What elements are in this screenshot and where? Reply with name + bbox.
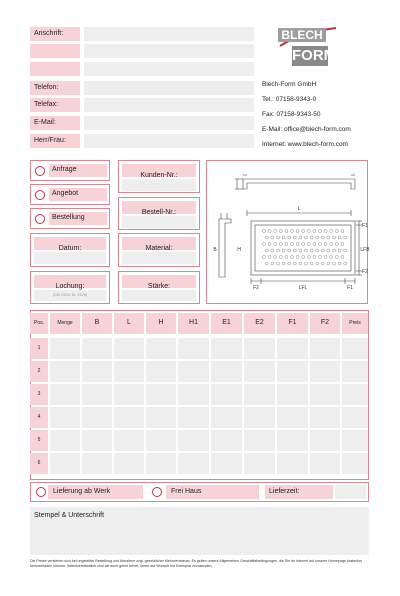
table-cell-input[interactable] [114, 430, 144, 451]
telefon-input[interactable] [84, 81, 254, 95]
perforation-hole [327, 236, 330, 239]
table-cell-input[interactable] [244, 453, 275, 474]
table-header-cell: L [114, 313, 144, 334]
table-cell-input[interactable] [277, 384, 308, 405]
perforation-hole [291, 256, 294, 259]
table-cell-input[interactable] [277, 407, 308, 428]
perforation-hole [316, 236, 319, 239]
herr-frau-label-box: Herr/Frau: [30, 134, 80, 148]
perforation-hole [282, 236, 285, 239]
frei-haus-option[interactable]: Frei Haus [166, 485, 259, 499]
table-header-cell: H [146, 313, 176, 334]
perforation-hole [341, 256, 344, 259]
perforation-hole [263, 243, 266, 246]
perforation-hole [279, 256, 282, 259]
frei-haus-radio[interactable] [152, 487, 162, 497]
table-cell-input[interactable] [211, 338, 242, 359]
table-cell-input[interactable] [82, 407, 112, 428]
table-cell-input[interactable] [211, 407, 242, 428]
perforation-hole [324, 230, 327, 233]
perforation-hole [321, 236, 324, 239]
signature-box[interactable] [30, 507, 369, 555]
perforation-hole [279, 243, 282, 246]
anfrage-radio[interactable] [35, 166, 45, 176]
perforation-hole [274, 230, 277, 233]
table-cell-input[interactable] [114, 338, 144, 359]
perforation-hole [321, 262, 324, 265]
table-cell-input[interactable] [244, 361, 275, 382]
company-logo [272, 24, 342, 68]
table-cell-input[interactable] [114, 407, 144, 428]
perforation-hole [307, 256, 310, 259]
material-field[interactable]: Material: [118, 233, 200, 267]
perforation-hole [333, 236, 336, 239]
table-cell-input[interactable] [178, 430, 209, 451]
table-cell-input[interactable] [178, 407, 209, 428]
perforation-hole [274, 243, 277, 246]
staerke-field[interactable]: Stärke: [118, 271, 200, 304]
perforation-hole [271, 236, 274, 239]
herr-frau-input[interactable] [84, 134, 254, 148]
perforation-hole [282, 262, 285, 265]
table-cell-input[interactable] [211, 453, 242, 474]
perforation-hole [277, 236, 280, 239]
perforation-hole [277, 249, 280, 252]
table-cell-input[interactable] [310, 407, 340, 428]
perforation-hole [291, 243, 294, 246]
material-input[interactable] [122, 252, 196, 264]
angebot-option[interactable]: Angebot [30, 184, 110, 205]
table-cell-input[interactable] [178, 453, 209, 474]
table-header-cell: Preis [342, 313, 368, 334]
table-cell-input[interactable] [50, 361, 80, 382]
dim-lfl-label: LFL [298, 285, 308, 291]
perforation-hole [263, 230, 266, 233]
table-cell-input[interactable] [146, 361, 176, 382]
table-cell-input[interactable] [178, 384, 209, 405]
anschrift-input[interactable] [84, 27, 254, 41]
perforation-hole [299, 249, 302, 252]
perforation-hole [335, 230, 338, 233]
perforation-hole [335, 256, 338, 259]
dim-lfb-label: LFB [360, 247, 370, 253]
table-cell-input[interactable] [146, 384, 176, 405]
table-header-cell: B [82, 313, 112, 334]
perforation-hole [327, 262, 330, 265]
perforation-hole [307, 230, 310, 233]
table-cell-input[interactable] [211, 384, 242, 405]
perforation-hole [319, 256, 322, 259]
table-cell-input[interactable] [146, 430, 176, 451]
perforation-hole [341, 230, 344, 233]
bestell-nr-input[interactable] [122, 216, 196, 228]
perforation-hole [293, 236, 296, 239]
table-row-number: 1 [30, 338, 48, 359]
signature-label: Stempel & Unterschrift [34, 512, 105, 519]
dim-h-label: H [237, 247, 241, 253]
perforation-hole [333, 249, 336, 252]
perforation-hole [291, 230, 294, 233]
lieferzeit-label-box: Lieferzeit: [265, 485, 333, 499]
table-cell-input[interactable] [244, 430, 275, 451]
table-cell-input[interactable] [82, 430, 112, 451]
footer-terms: Die Preise verstehen sich bei ungeteilter Bestellung und Abnahme zzgl. gesetzlicher Mehrwertsteuer. Es gelten unsere Allgemeinen Geschäftsbedingungen, die Sie im Internet auf unserer Homepage kostenlos herunterladen können. Selbstverständlich sind wir auch gerne bereit, Ihnen auf Wunsch ein Exemplar zuzusenden. [30, 559, 363, 568]
perforation-hole [296, 243, 299, 246]
perforation-hole [310, 262, 313, 265]
table-cell-input[interactable] [211, 361, 242, 382]
perforation-hole [313, 256, 316, 259]
telefax-label-box: Telefax: [30, 98, 80, 112]
perforation-hole [305, 249, 308, 252]
perforation-hole [268, 230, 271, 233]
perforation-hole [274, 256, 277, 259]
table-header-cell: Pos. [30, 313, 48, 334]
lochung-field[interactable]: Lochung: (DIN 24041 Nr. 24/26) [30, 271, 110, 304]
address-line-label-box [30, 44, 80, 58]
company-fax: Fax: 07158-9343-50 [262, 111, 321, 118]
perforation-hole [302, 256, 305, 259]
address-line-input[interactable] [84, 62, 254, 76]
perforation-hole [263, 256, 266, 259]
table-cell-input[interactable] [50, 338, 80, 359]
datum-input[interactable] [34, 252, 106, 264]
perforation-hole [282, 249, 285, 252]
table-header-cell: E1 [211, 313, 242, 334]
perforation-hole [285, 256, 288, 259]
perforation-hole [288, 236, 291, 239]
bestell-nr-field[interactable]: Bestell-Nr.: [118, 197, 200, 230]
table-cell-input[interactable] [342, 453, 368, 474]
table-cell-input[interactable] [277, 361, 308, 382]
table-row-number: 3 [30, 384, 48, 405]
table-cell-input[interactable] [82, 338, 112, 359]
angebot-radio[interactable] [35, 190, 45, 200]
address-line-label-box [30, 62, 80, 76]
table-cell-input[interactable] [114, 361, 144, 382]
perforation-hole [338, 249, 341, 252]
table-cell-input[interactable] [244, 407, 275, 428]
perforation-hole [330, 243, 333, 246]
perforation-hole [265, 249, 268, 252]
table-row-number: 5 [30, 430, 48, 451]
perforation-hole [327, 249, 330, 252]
perforation-hole [313, 243, 316, 246]
perforation-hole [293, 249, 296, 252]
perforation-hole [324, 256, 327, 259]
table-cell-input[interactable] [277, 453, 308, 474]
table-cell-input[interactable] [146, 407, 176, 428]
perforation-hole [288, 262, 291, 265]
table-cell-input[interactable] [277, 338, 308, 359]
table-cell-input[interactable] [310, 453, 340, 474]
technical-drawing [206, 160, 368, 304]
perforation-hole [344, 236, 347, 239]
table-cell-input[interactable] [82, 384, 112, 405]
table-cell-input[interactable] [310, 361, 340, 382]
table-cell-input[interactable] [146, 338, 176, 359]
dim-f2-right-label: F2 [362, 269, 368, 275]
telefax-input[interactable] [84, 98, 254, 112]
perforation-hole [307, 243, 310, 246]
address-line-input[interactable] [84, 44, 254, 58]
table-cell-input[interactable] [342, 407, 368, 428]
perforation-hole [299, 236, 302, 239]
perforation-hole [319, 230, 322, 233]
perforation-hole [330, 256, 333, 259]
perforation-hole [279, 230, 282, 233]
staerke-input[interactable] [122, 290, 196, 301]
table-cell-input[interactable] [342, 430, 368, 451]
lochung-input[interactable]: (DIN 24041 Nr. 24/26) [34, 290, 106, 301]
company-email: E-Mail: office@blech-form.com [262, 126, 351, 133]
table-cell-input[interactable] [277, 430, 308, 451]
table-cell-input[interactable] [211, 430, 242, 451]
bestellung-radio[interactable] [35, 214, 45, 224]
table-cell-input[interactable] [50, 384, 80, 405]
table-header-cell: Menge [50, 313, 80, 334]
perforation-hole [310, 249, 313, 252]
perforation-hole [316, 249, 319, 252]
table-header-cell: F2 [310, 313, 340, 334]
company-tel: Tel.: 07158-9343-0 [262, 96, 317, 103]
perforation-hole [277, 262, 280, 265]
dim-l-label: L [297, 206, 301, 212]
kunden-nr-input[interactable] [122, 179, 196, 191]
perforation-hole [333, 262, 336, 265]
perforation-hole [321, 249, 324, 252]
company-name: Blech-Form GmbH [262, 81, 317, 88]
perforation-hole [302, 230, 305, 233]
perforation-hole [268, 243, 271, 246]
datum-field[interactable]: Datum: [30, 233, 110, 267]
table-cell-input[interactable] [310, 384, 340, 405]
table-cell-input[interactable] [244, 384, 275, 405]
bestellung-option[interactable]: Bestellung [30, 208, 110, 229]
table-header-cell: H1 [178, 313, 209, 334]
table-cell-input[interactable] [82, 453, 112, 474]
table-cell-input[interactable] [342, 338, 368, 359]
perforation-hole [265, 236, 268, 239]
perforation-hole [335, 243, 338, 246]
lieferzeit-input[interactable] [335, 485, 366, 499]
lieferung-ab-werk-option[interactable]: Lieferung ab Werk [48, 485, 143, 499]
logo-top-text: BLECH [278, 28, 326, 42]
table-cell-input[interactable] [310, 430, 340, 451]
perforation-hole [296, 230, 299, 233]
table-header-cell: F1 [277, 313, 308, 334]
perforation-hole [265, 262, 268, 265]
table-cell-input[interactable] [114, 384, 144, 405]
table-cell-input[interactable] [178, 361, 209, 382]
table-header-cell: E2 [244, 313, 275, 334]
table-cell-input[interactable] [50, 453, 80, 474]
anschrift-label-box: Anschrift: [30, 27, 80, 41]
table-cell-input[interactable] [342, 361, 368, 382]
perforation-hole [271, 249, 274, 252]
perforation-hole [313, 230, 316, 233]
table-cell-input[interactable] [82, 361, 112, 382]
dim-b-label: B [213, 247, 217, 253]
perforation-hole [330, 230, 333, 233]
perforation-hole [324, 243, 327, 246]
perforation-hole [338, 262, 341, 265]
anfrage-option[interactable]: Anfrage [30, 160, 110, 181]
table-cell-input[interactable] [310, 338, 340, 359]
perforation-hole [341, 243, 344, 246]
perforation-hole [344, 262, 347, 265]
table-row-number: 4 [30, 407, 48, 428]
perforation-hole [310, 236, 313, 239]
perforation-hole [285, 243, 288, 246]
table-cell-input[interactable] [50, 407, 80, 428]
perforation-hole [338, 236, 341, 239]
perforation-hole [271, 262, 274, 265]
perforation-hole [296, 256, 299, 259]
perforation-hole [268, 256, 271, 259]
drawing-svg [207, 161, 370, 303]
dim-f1-label: F1 [362, 223, 368, 229]
email-input[interactable] [84, 116, 254, 130]
dim-f1-bottom-label: F1 [347, 285, 353, 291]
perforation-hole [319, 243, 322, 246]
perforation-hole [299, 262, 302, 265]
table-cell-input[interactable] [178, 338, 209, 359]
table-row-number: 2 [30, 361, 48, 382]
table-cell-input[interactable] [50, 430, 80, 451]
table-cell-input[interactable] [244, 338, 275, 359]
logo-bottom-text: FORM [292, 47, 337, 64]
perforation-hole [305, 236, 308, 239]
perforation-hole [302, 243, 305, 246]
email-label-box: E-Mail: [30, 116, 80, 130]
kunden-nr-field[interactable]: Kunden-Nr.: [118, 160, 200, 193]
table-row-number: 6 [30, 453, 48, 474]
perforation-hole [288, 249, 291, 252]
lieferung-ab-werk-radio[interactable] [36, 487, 46, 497]
perforation-hole [305, 262, 308, 265]
perforation-hole [285, 230, 288, 233]
perforation-hole [316, 262, 319, 265]
telefon-label-box: Telefon: [30, 81, 80, 95]
company-internet: Internet: www.blech-form.com [262, 141, 348, 148]
table-cell-input[interactable] [342, 384, 368, 405]
table-cell-input[interactable] [146, 453, 176, 474]
dim-f2-bottom-label: F2 [253, 285, 259, 291]
table-cell-input[interactable] [114, 453, 144, 474]
perforation-hole [344, 249, 347, 252]
perforation-hole [293, 262, 296, 265]
